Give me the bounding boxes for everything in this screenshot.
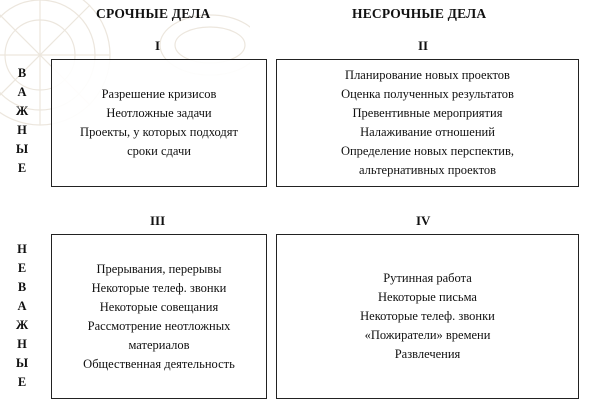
row-label-letter: Ы (15, 142, 29, 156)
quadrant-item: Разрешение кризисов (101, 87, 217, 101)
quadrant-numeral-4: IV (416, 213, 431, 228)
row-label-letter: Н (17, 242, 27, 256)
quadrant-item: Оценка полученных результатов (341, 87, 514, 101)
quadrant-item: Налаживание отношений (360, 125, 495, 139)
row-label-letter: Е (17, 375, 27, 389)
quadrant-3-box (51, 234, 267, 399)
quadrant-item: «Пожиратели» времени (364, 328, 491, 342)
quadrant-numeral-2: II (418, 38, 429, 53)
row-label-letter: Ж (15, 318, 29, 332)
row-label-not-important (14, 240, 30, 392)
quadrant-item: Определение новых перспектив, (340, 144, 515, 158)
quadrant-item: Общественная деятельность (83, 356, 235, 371)
row-label-letter: Ж (15, 104, 29, 118)
quadrant-item: Некоторые телеф. звонки (91, 280, 227, 295)
row-label-important (14, 64, 30, 178)
quadrant-item: Развлечения (394, 347, 461, 361)
row-label-letter: Е (17, 261, 27, 275)
quadrant-item: Некоторые телеф. звонки (360, 309, 495, 323)
quadrant-item: Прерывания, перерывы (96, 261, 222, 276)
row-label-letter: А (17, 85, 27, 99)
quadrant-item: материалов (128, 337, 190, 352)
quadrant-item: альтернативных проектов (358, 163, 497, 177)
quadrant-numeral-3: III (150, 213, 166, 228)
quadrant-item: Проекты, у которых подходят (80, 125, 238, 139)
row-label-letter: Ы (15, 356, 29, 370)
quadrant-item: сроки сдачи (127, 144, 191, 158)
quadrant-item: Планирование новых проектов (345, 68, 510, 82)
row-label-letter: В (17, 66, 27, 80)
column-header-urgent: СРОЧНЫЕ ДЕЛА (96, 6, 211, 21)
quadrant-item: Превентивные мероприятия (352, 106, 503, 120)
column-header-not-urgent: НЕСРОЧНЫЕ ДЕЛА (352, 6, 487, 21)
row-label-letter: Н (17, 123, 27, 137)
row-label-letter: Е (17, 161, 27, 175)
quadrant-4-box (276, 234, 579, 399)
row-label-letter: В (17, 280, 27, 294)
quadrant-numeral-1: I (155, 38, 161, 53)
quadrant-2-box (276, 59, 579, 187)
quadrant-item: Некоторые письма (378, 290, 477, 304)
row-label-letter: Н (17, 337, 27, 351)
quadrant-item: Некоторые совещания (99, 299, 219, 314)
quadrant-item: Неотложные задачи (106, 106, 212, 120)
quadrant-1-box (51, 59, 267, 187)
quadrant-item: Рассмотрение неотложных (87, 318, 231, 333)
quadrant-item: Рутинная работа (383, 271, 472, 285)
row-label-letter: А (17, 299, 27, 313)
